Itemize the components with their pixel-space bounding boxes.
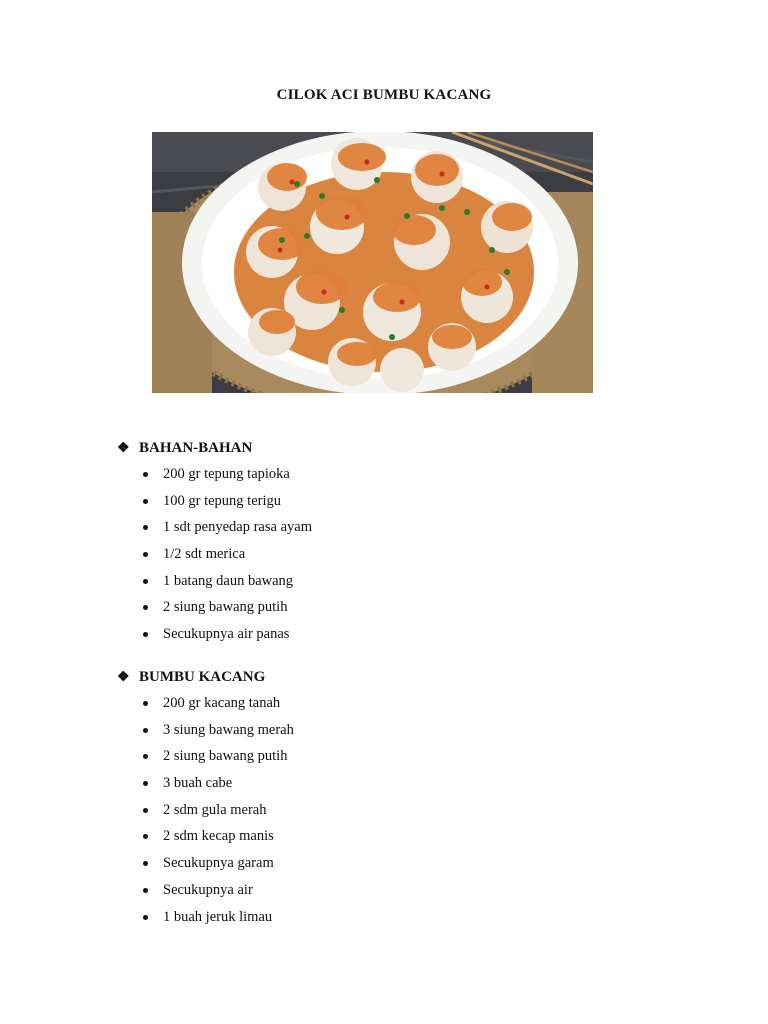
list-item: Secukupnya air panas [141, 621, 312, 648]
list-item: 1 batang daun bawang [141, 568, 312, 595]
bullet-dot-icon [143, 525, 148, 530]
bullet-dot-icon [143, 632, 148, 637]
bullet-dot-icon [143, 888, 148, 893]
bullet-dot-icon [143, 915, 148, 920]
bullet-dot-icon [143, 701, 148, 706]
list-item: 3 siung bawang merah [141, 717, 294, 744]
bullet-dot-icon [143, 579, 148, 584]
section-heading-label: BUMBU KACANG [139, 669, 266, 685]
bullet-dot-icon [143, 499, 148, 504]
section-heading-bumbu [117, 667, 265, 687]
section-heading-bahan [117, 438, 252, 458]
list-item: 3 buah cabe [141, 770, 294, 797]
list-item: 2 siung bawang putih [141, 743, 294, 770]
cilok-photo [152, 132, 593, 393]
bullet-dot-icon [143, 472, 148, 477]
list-item: 1 sdt penyedap rasa ayam [141, 514, 312, 541]
bullet-dot-icon [143, 754, 148, 759]
diamond-bullet-icon: ❖ [117, 441, 130, 456]
list-item: 1/2 sdt merica [141, 541, 312, 568]
list-item: 1 buah jeruk limau [141, 904, 294, 931]
ingredient-list-bahan [141, 461, 312, 648]
list-item: 200 gr tepung tapioka [141, 461, 312, 488]
bullet-dot-icon [143, 808, 148, 813]
bullet-dot-icon [143, 834, 148, 839]
diamond-bullet-icon: ❖ [117, 670, 130, 685]
bullet-dot-icon [143, 728, 148, 733]
bullet-dot-icon [143, 781, 148, 786]
list-item: 2 sdm kecap manis [141, 823, 294, 850]
bullet-dot-icon [143, 861, 148, 866]
list-item: 100 gr tepung terigu [141, 488, 312, 515]
list-item: 2 sdm gula merah [141, 797, 294, 824]
bullet-dot-icon [143, 605, 148, 610]
ingredient-list-bumbu [141, 690, 294, 930]
list-item: 2 siung bawang putih [141, 594, 312, 621]
bullet-dot-icon [143, 552, 148, 557]
list-item: 200 gr kacang tanah [141, 690, 294, 717]
section-heading-label: BAHAN-BAHAN [139, 440, 253, 456]
list-item: Secukupnya garam [141, 850, 294, 877]
document-title: CILOK ACI BUMBU KACANG [276, 87, 492, 103]
list-item: Secukupnya air [141, 877, 294, 904]
